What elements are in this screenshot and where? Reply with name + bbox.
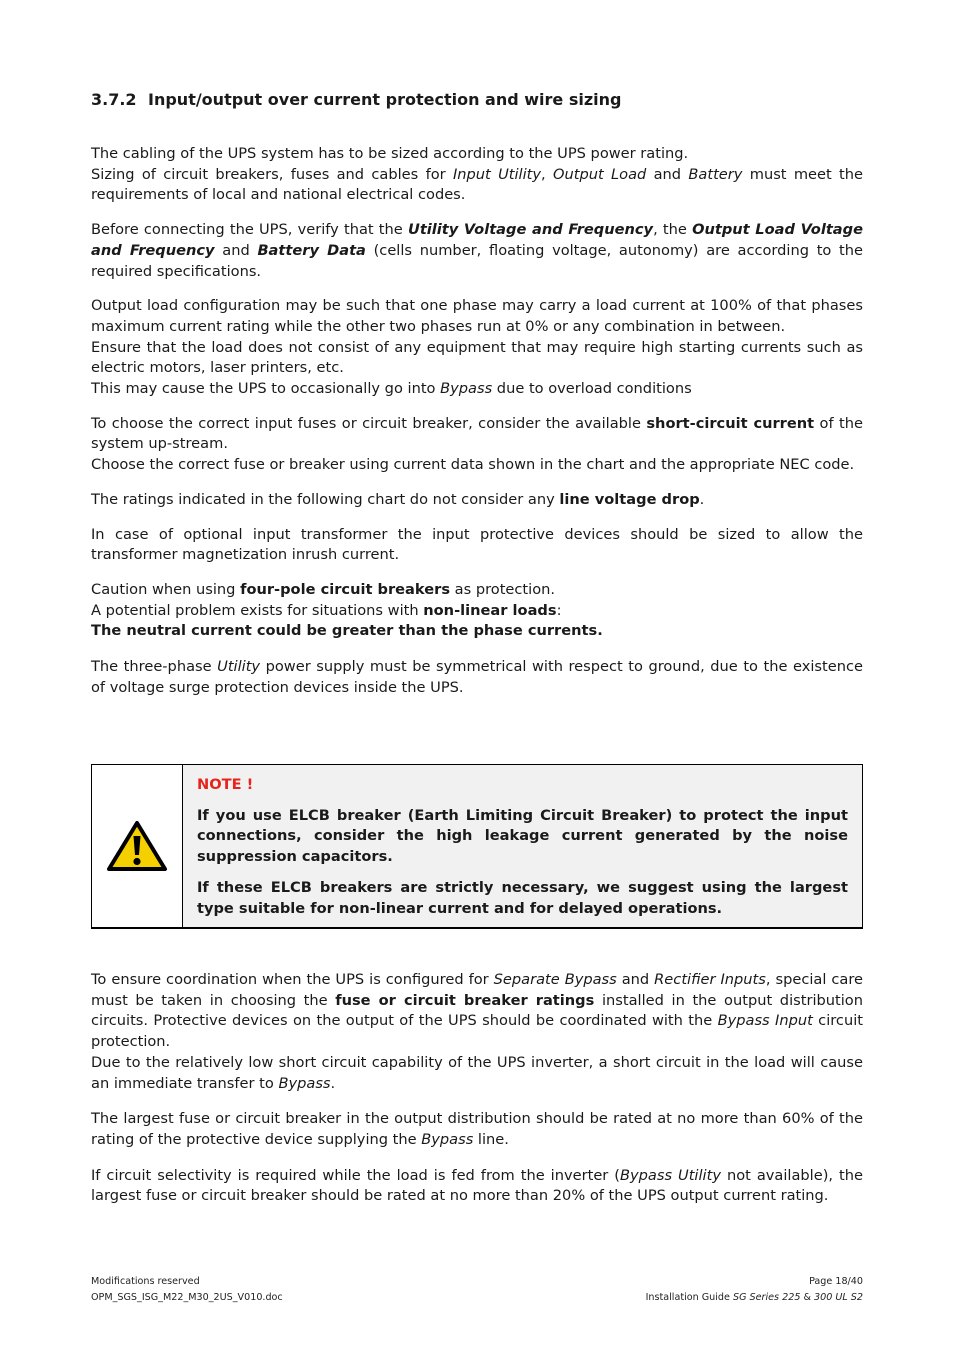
footer-filename: OPM_SGS_ISG_M22_M30_2US_V010.doc (91, 1291, 283, 1303)
paragraph-selectivity: If circuit selectivity is required while the load is fed from the inverter (Bypass Utility not available), the largest fuse or circuit breaker should be rated at no more than 20% of the UPS output current rating. (91, 1166, 863, 1205)
warning-triangle-icon (106, 820, 168, 872)
paragraph-sizing: Sizing of circuit breakers, fuses and cables for Input Utility, Output Load and Battery must meet the requirements of local and national electrical codes. (91, 165, 864, 204)
paragraph-caution: Caution when using four-pole circuit breakers as protection. (91, 580, 556, 598)
paragraph-input-fuses: To choose the correct input fuses or circuit breaker, consider the available short-circuit current of the system up-stream. (91, 414, 863, 453)
section-number: 3.7.2 (91, 90, 137, 109)
paragraph-neutral-warning: The neutral current could be greater than the phase currents. (91, 622, 603, 640)
footer-guide-title: Installation Guide SG Series 225 & 300 UL S2 (645, 1291, 863, 1303)
note-box (91, 764, 863, 929)
paragraph-non-linear: A potential problem exists for situations with non-linear loads: (91, 601, 562, 619)
paragraph-ensure-load: Ensure that the load does not consist of any equipment that may require high starting currents such as electric motors, laser printers, etc. (91, 338, 863, 377)
body-text-upper (91, 144, 863, 698)
paragraph-choose-fuse: Choose the correct fuse or breaker using current data shown in the chart and the appropriate NEC code. (91, 456, 855, 474)
section-title: Input/output over current protection and wire sizing (148, 90, 622, 109)
body-text-lower (91, 970, 863, 1207)
paragraph-load-config: Output load configuration may be such that one phase may carry a load current at 100% of that phases maximum current rating while the other two phases run at 0% or any combination in between. (91, 297, 863, 335)
paragraph-cabling: The cabling of the UPS system has to be sized according to the UPS power rating. (91, 145, 689, 162)
footer-modifications: Modifications reserved (91, 1275, 200, 1287)
note-elcb-text: If you use ELCB breaker (Earth Limiting Circuit Breaker) to protect the input connections, consider the high leakage current generated by the noise suppression capacitors. (197, 806, 848, 866)
paragraph-short-circuit: Due to the relatively low short circuit capability of the UPS inverter, a short circuit in the load will cause an immediate transfer to Bypass. (91, 1053, 863, 1092)
paragraph-coordination: To ensure coordination when the UPS is configured for Separate Bypass and Rectifier Inputs, special care must be taken in choosing the fuse or circuit breaker ratings installed in the output distribution circuits. Protective devices on the output of the UPS should be coordinated with the Bypass Input circuit protection. (91, 971, 864, 1051)
note-elcb-suggestion: If these ELCB breakers are strictly necessary, we suggest using the largest type suitable for non-linear current and for delayed operations. (197, 878, 848, 917)
paragraph-ratings: The ratings indicated in the following chart do not consider any line voltage drop. (91, 490, 705, 508)
note-title: NOTE ! (197, 776, 254, 793)
paragraph-largest-fuse: The largest fuse or circuit breaker in the output distribution should be rated at no more than 60% of the rating of the protective device supplying the Bypass line. (91, 1110, 863, 1148)
paragraph-before-connecting: Before connecting the UPS, verify that the Utility Voltage and Frequency, the Output Load Voltage and Frequency and Battery Data (cells number, floating voltage, autonomy) are according to the required specifications. (91, 221, 863, 280)
paragraph-transformer: In case of optional input transformer the input protective devices should be sized to allow the transformer magnetization inrush current. (91, 525, 863, 564)
note-text-cell (183, 765, 862, 927)
paragraph-symmetrical: The three-phase Utility power supply must be symmetrical with respect to ground, due to the existence of voltage surge protection devices inside the UPS. (91, 658, 863, 696)
note-icon-cell (92, 765, 183, 927)
footer-page-number: Page 18/40 (809, 1275, 863, 1287)
page-footer (91, 1273, 863, 1305)
paragraph-bypass-cause: This may cause the UPS to occasionally go into Bypass due to overload conditions (91, 380, 692, 398)
section-heading (91, 90, 621, 109)
